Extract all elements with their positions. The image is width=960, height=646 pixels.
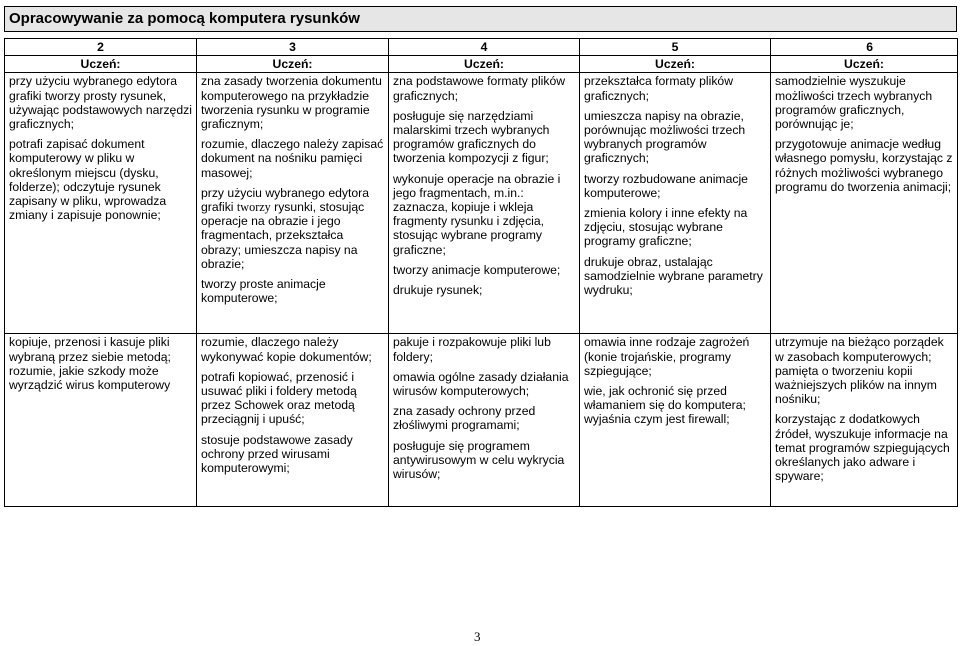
table-cell xyxy=(197,334,389,507)
grade-row xyxy=(5,39,958,56)
requirement-text: pakuje i rozpakowuje pliki lub foldery; xyxy=(393,335,551,364)
requirement-text: rozumie, jakie szkody może wyrządzić wirus komputerowy xyxy=(9,363,171,393)
table-cell xyxy=(5,73,197,334)
requirement-text: zna zasady tworzenia dokumentu komputerowego na przykładzie tworzenia rysunku w programie graficznym; xyxy=(201,74,382,132)
table-cell xyxy=(771,334,958,507)
requirement-text: samodzielnie wyszukuje możliwości trzech wybranych programów graficznych, porównując je; xyxy=(775,74,933,132)
requirement-text: zna zasady ochrony przed złośliwymi programami; xyxy=(393,404,536,433)
requirement-text: rozumie, dlaczego należy wykonywać kopie dokumentów; xyxy=(201,335,372,364)
page-number: 3 xyxy=(474,629,481,644)
requirement-text: przy użyciu wybranego edytora grafiki tworzy prosty rysunek, używając podstawowych narzędzi graficznych; xyxy=(9,74,192,132)
requirement-text: korzystając z dodatkowych źródeł, wyszukuje informacje na temat programów szpiegujących określanych jako adware i spyware; xyxy=(775,412,950,484)
section-title-bar xyxy=(4,6,957,32)
requirement-text: tworzy proste animacje komputerowe; xyxy=(201,277,326,306)
requirement-text: drukuje obraz, ustalając samodzielnie wybrane parametry wydruku; xyxy=(584,254,763,298)
requirement-text-part: tworzy xyxy=(236,200,271,215)
requirement-text: tworzy animacje komputerowe; xyxy=(393,262,561,277)
requirement-text: przygotowuje animacje według własnego pomysłu, korzystając z różnych możliwości wybranego programu do tworzenia animacji; xyxy=(775,137,953,194)
requirement-text xyxy=(201,186,384,271)
student-label: Uczeń: xyxy=(197,56,389,73)
requirement-text: omawia inne rodzaje zagrożeń (konie trojańskie, programy szpiegujące; xyxy=(584,335,750,378)
requirement-text: potrafi zapisać dokument komputerowy w pliku w określonym miejscu (dysku, folderze); odczytuje rysunek zapisany w pliku, wprowadza zmiany i zapisuje ponownie; xyxy=(9,137,167,223)
grade-5: 5 xyxy=(580,39,771,56)
requirement-text: wykonuje operacje na obrazie i jego fragmentach, m.in.: zaznacza, kopiuje i wkleja fragmenty rysunku i zdjęcia, stosując wybrane programy graficzne; xyxy=(393,171,561,257)
table-cell xyxy=(5,334,197,507)
requirement-text: rozumie, dlaczego należy zapisać dokument na nośniku pamięci masowej; xyxy=(201,137,384,180)
requirement-text: zmienia kolory i inne efekty na zdjęciu, stosując wybrane programy graficzne; xyxy=(584,206,748,249)
grade-6: 6 xyxy=(771,39,958,56)
grade-2: 2 xyxy=(5,39,197,56)
table-cell xyxy=(197,73,389,334)
student-label: Uczeń: xyxy=(5,56,197,73)
requirement-text: kopiuje, przenosi i kasuje pliki wybraną przez siebie metodą; xyxy=(9,335,171,364)
student-header-row xyxy=(5,56,958,73)
student-label: Uczeń: xyxy=(771,56,958,73)
requirement-text: potrafi kopiować, przenosić i usuwać pliki i foldery metodą przez Schowek oraz metodą przeciągnij i upuść; xyxy=(201,369,357,427)
requirement-text: przekształca formaty plików graficznych; xyxy=(584,74,734,103)
table-cell xyxy=(580,334,771,507)
section-title: Opracowywanie za pomocą komputera rysunków xyxy=(9,10,360,27)
table-row xyxy=(5,73,958,334)
table-cell xyxy=(580,73,771,334)
requirement-text: omawia ogólne zasady działania wirusów komputerowych; xyxy=(393,369,569,399)
requirement-text-part: przy użyciu wybranego edytora grafiki xyxy=(201,185,370,215)
student-label: Uczeń: xyxy=(389,56,580,73)
table-cell xyxy=(389,334,580,507)
requirement-text: tworzy rozbudowane animacje komputerowe; xyxy=(584,171,748,200)
requirement-text: drukuje rysunek; xyxy=(393,283,483,298)
grade-4: 4 xyxy=(389,39,580,56)
requirement-text: utrzymuje na bieżąco porządek w zasobach komputerowych; pamięta o tworzeniu kopii ważniejszych plików na innym nośniku; xyxy=(775,335,944,407)
requirement-text: zna podstawowe formaty plików graficznych; xyxy=(393,74,566,103)
requirement-text: posługuje się narzędziami malarskimi trzech wybranych programów graficznych do tworzenia kompozycji z figur; xyxy=(393,108,550,166)
table-cell xyxy=(389,73,580,334)
requirements-table xyxy=(4,38,958,507)
table-row xyxy=(5,334,958,507)
grade-3: 3 xyxy=(197,39,389,56)
requirement-text: posługuje się programem antywirusowym w celu wykrycia wirusów; xyxy=(393,438,565,482)
requirement-text-part: rysunki, stosując operacje na obrazie i jego fragmentach, przekształca obrazy; umieszcza napisy na obrazie; xyxy=(201,200,365,271)
requirement-text: umieszcza napisy na obrazie, porównując możliwości trzech wybranych programów graficznych; xyxy=(584,108,746,166)
student-label: Uczeń: xyxy=(580,56,771,73)
table-cell xyxy=(771,73,958,334)
requirement-text: wie, jak ochronić się przed włamaniem się do komputera; wyjaśnia czym jest firewall; xyxy=(584,384,746,427)
requirement-text: stosuje podstawowe zasady ochrony przed wirusami komputerowymi; xyxy=(201,432,353,476)
